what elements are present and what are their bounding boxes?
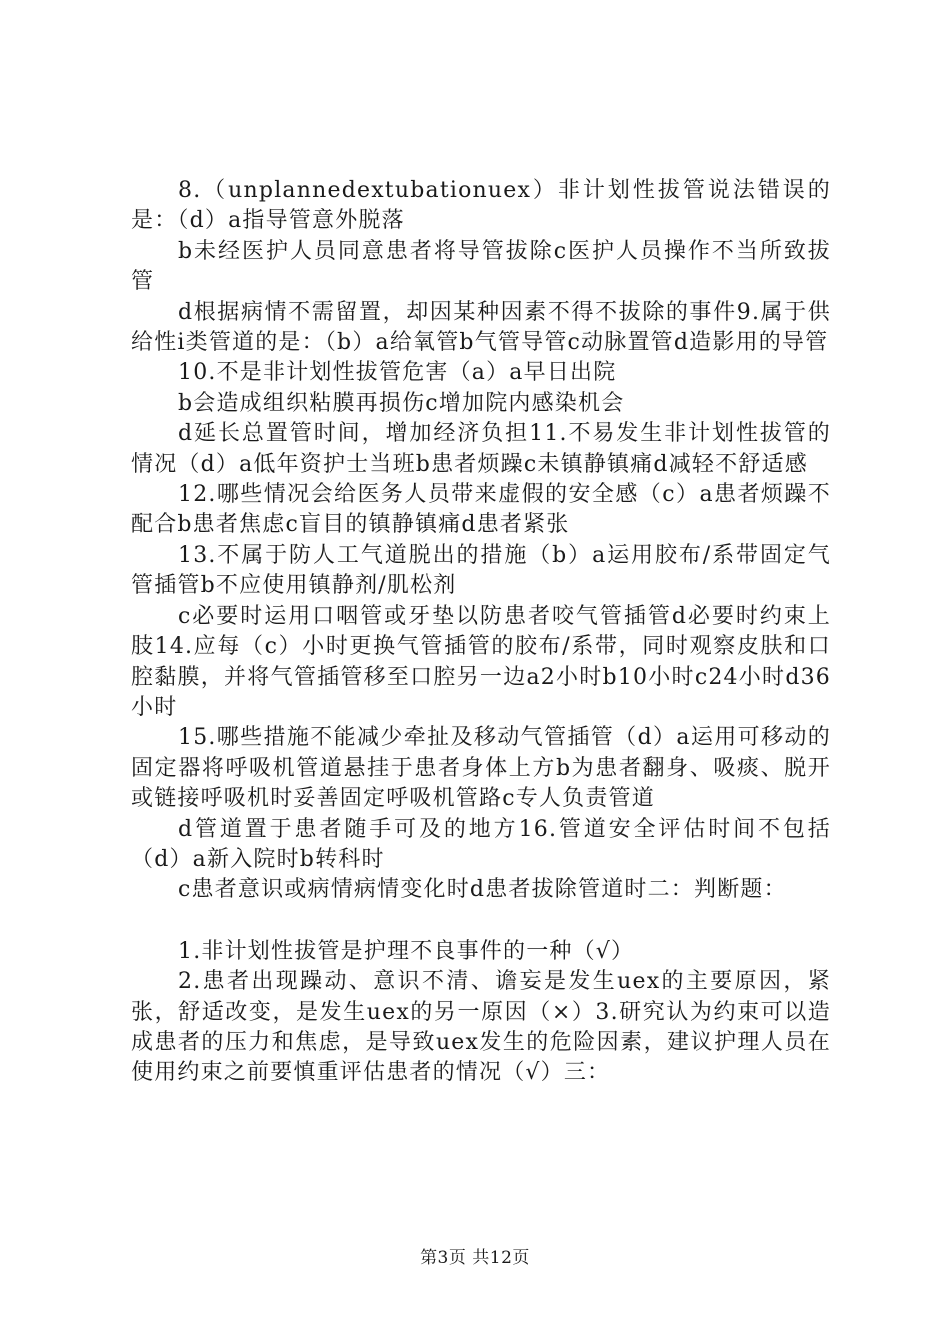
- paragraph-section-two: c患者意识或病情病情变化时d患者拔除管道时二：判断题：: [178, 877, 787, 903]
- paragraph-judgement-2-3: 2.患者出现躁动、意识不清、谵妄是发生uex的主要原因，紧张，舒适改变，是发生uex的另一原因（×）3.研究认为约束可以造成患者的压力和焦虑，是导致uex发生的危险因素，建议护理人员在使用约束之前要慎重评估患者的情况（√）三：: [131, 969, 831, 1086]
- paragraph-judgement-1: 1.非计划性拔管是护理不良事件的一种（√）: [178, 938, 635, 964]
- paragraph-q13: 13.不属于防人工气道脱出的措施（b）a运用胶布/系带固定气管插管b不应使用镇静剂/肌松剂: [131, 542, 831, 599]
- page-number-footer: 第3页 共12页: [420, 1248, 530, 1268]
- paragraph-q8-options: b未经医护人员同意患者将导管拔除c医护人员操作不当所致拔管: [131, 238, 831, 295]
- paragraph-q9: d根据病情不需留置，却因某种因素不得不拔除的事件9.属于供给性i类管道的是：（b）a给氧管b气管导管c动脉置管d造影用的导管: [131, 299, 831, 356]
- paragraph-q15: 15.哪些措施不能减少牵扯及移动气管插管（d）a运用可移动的固定器将呼吸机管道悬挂于患者身体上方b为患者翻身、吸痰、脱开或链接呼吸机时妥善固定呼吸机管路c专人负责管道: [131, 725, 831, 812]
- paragraph-q8: 8.（unplannedextubationuex）非计划性拔管说法错误的是：（d）a指导管意外脱落: [131, 178, 831, 234]
- paragraph-q12: 12.哪些情况会给医务人员带来虚假的安全感（c）a患者烦躁不配合b患者焦虑c盲目的镇静镇痛d患者紧张: [131, 482, 831, 538]
- paragraph-q14: c必要时运用口咽管或牙垫以防患者咬气管插管d必要时约束上肢14.应每（c）小时更换气管插管的胶布/系带，同时观察皮肤和口腔黏膜，并将气管插管移至口腔另一边a2小时b10小时c24小时d36小时: [131, 603, 831, 720]
- paragraph-q11: d延长总置管时间，增加经济负担11.不易发生非计划性拔管的情况（d）a低年资护士当班b患者烦躁c未镇静镇痛d减轻不舒适感: [131, 421, 831, 477]
- document-body: [131, 176, 831, 1089]
- paragraph-q10: 10.不是非计划性拔管危害（a）a早日出院: [178, 360, 617, 386]
- paragraph-q16: d管道置于患者随手可及的地方16.管道安全评估时间不包括（d）a新入院时b转科时: [131, 816, 831, 872]
- paragraph-q10-options: b会造成组织粘膜再损伤c增加院内感染机会: [178, 390, 625, 416]
